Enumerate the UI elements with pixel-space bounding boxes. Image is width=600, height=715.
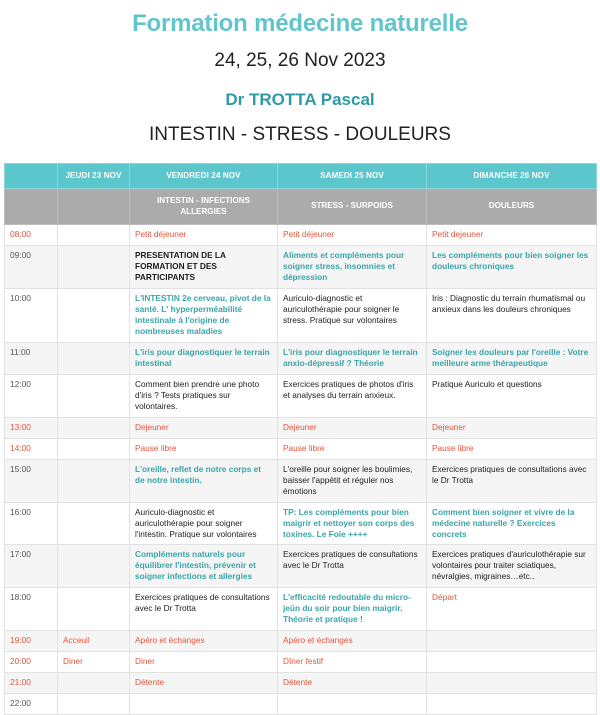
session-text: Petit déjeuner bbox=[283, 229, 335, 240]
session-cell-sunday[interactable] bbox=[427, 246, 597, 289]
topic-header-cell-saturday: STRESS - SURPOIDS bbox=[278, 189, 427, 225]
day-header-cell-saturday: SAMEDI 25 NOV bbox=[278, 164, 427, 189]
table-row bbox=[5, 673, 597, 694]
session-cell-sunday[interactable] bbox=[427, 694, 597, 715]
session-cell-friday[interactable] bbox=[130, 588, 278, 631]
schedule-table bbox=[4, 163, 597, 715]
poster-header bbox=[0, 0, 600, 146]
table-row bbox=[5, 631, 597, 652]
session-text: Acceuil bbox=[63, 635, 90, 646]
topic-header-row bbox=[5, 189, 597, 225]
presenter-name: Dr TROTTA Pascal bbox=[225, 90, 375, 110]
session-cell-saturday[interactable] bbox=[278, 438, 427, 459]
session-text: Dejeuner bbox=[135, 421, 169, 432]
session-cell-friday[interactable] bbox=[130, 673, 278, 694]
session-cell-saturday[interactable] bbox=[278, 342, 427, 374]
day-header-cell-thursday: JEUDI 23 NOV bbox=[58, 164, 130, 189]
table-row bbox=[5, 694, 597, 715]
day-header-cell-sunday: DIMANCHE 26 NOV bbox=[427, 164, 597, 189]
session-cell-sunday[interactable] bbox=[427, 438, 597, 459]
session-cell-thursday[interactable] bbox=[58, 545, 130, 588]
session-cell-thursday[interactable] bbox=[58, 225, 130, 246]
session-cell-sunday[interactable] bbox=[427, 342, 597, 374]
day-header-cell-0 bbox=[5, 164, 58, 189]
session-cell-sunday[interactable] bbox=[427, 588, 597, 631]
time-label: 18:00 bbox=[5, 588, 58, 631]
session-text: Pratique Auriculo et questions bbox=[432, 378, 542, 389]
session-cell-thursday[interactable] bbox=[58, 289, 130, 343]
topic-header-cell-sunday: DOULEURS bbox=[427, 189, 597, 225]
time-label: 16:00 bbox=[5, 502, 58, 545]
session-cell-sunday[interactable] bbox=[427, 652, 597, 673]
session-cell-thursday[interactable] bbox=[58, 673, 130, 694]
session-cell-saturday[interactable] bbox=[278, 246, 427, 289]
session-cell-saturday[interactable] bbox=[278, 673, 427, 694]
session-cell-friday[interactable] bbox=[130, 225, 278, 246]
session-text: Petit déjeuner bbox=[135, 229, 187, 240]
session-text: L'iris pour diagnostiquer le terrain intestinal bbox=[135, 346, 270, 368]
session-text: Diner bbox=[135, 656, 155, 667]
session-cell-sunday[interactable] bbox=[427, 502, 597, 545]
session-cell-thursday[interactable] bbox=[58, 502, 130, 545]
session-cell-sunday[interactable] bbox=[427, 459, 597, 502]
session-text: L'efficacité redoutable du micro-jeûn du soir pour bien maigrir. Théorie et pratique ! bbox=[283, 592, 411, 625]
session-cell-thursday[interactable] bbox=[58, 438, 130, 459]
session-text: L'INTESTIN 2e cerveau, pivot de la santé. L' hyperperméabilité intestinale à l'origine de nombreuses maladies bbox=[135, 293, 271, 337]
day-header-row bbox=[5, 164, 597, 189]
session-text: Pause libre bbox=[283, 442, 325, 453]
session-cell-thursday[interactable] bbox=[58, 246, 130, 289]
table-row bbox=[5, 246, 597, 289]
time-label: 19:00 bbox=[5, 631, 58, 652]
session-cell-saturday[interactable] bbox=[278, 631, 427, 652]
session-text: Pause libre bbox=[135, 442, 177, 453]
session-text: Départ bbox=[432, 592, 457, 603]
session-text: PRESENTATION DE LA FORMATION ET DES PARTICIPANTS bbox=[135, 250, 226, 283]
session-text: Exercices pratiques de photos d'iris et analyses du terrain anxieux. bbox=[283, 378, 414, 400]
page-title: Formation médecine naturelle bbox=[132, 10, 468, 37]
session-cell-thursday[interactable] bbox=[58, 588, 130, 631]
session-text: Diner bbox=[63, 656, 83, 667]
session-cell-saturday[interactable] bbox=[278, 289, 427, 343]
table-row bbox=[5, 342, 597, 374]
table-row bbox=[5, 438, 597, 459]
session-cell-thursday[interactable] bbox=[58, 459, 130, 502]
session-text: Aliments et compléments pour soigner stress, insomnies et dépression bbox=[283, 250, 405, 283]
topic-header-cell-0 bbox=[5, 189, 58, 225]
session-text: Auriculo-diagnostic et auriculothérapie pour soigner le stress. Pratique sur volontaires bbox=[283, 293, 400, 326]
session-text: Iris : Diagnostic du terrain rhumatismal ou anxieux dans les douleurs chroniques bbox=[432, 293, 586, 315]
session-text: L'iris pour diagnostiquer le terrain anxio-dépressif ? Théorie bbox=[283, 346, 418, 368]
session-cell-friday[interactable] bbox=[130, 374, 278, 417]
session-cell-saturday[interactable] bbox=[278, 588, 427, 631]
session-cell-sunday[interactable] bbox=[427, 289, 597, 343]
session-cell-thursday[interactable] bbox=[58, 374, 130, 417]
time-label: 11:00 bbox=[5, 342, 58, 374]
event-dates: 24, 25, 26 Nov 2023 bbox=[214, 50, 386, 72]
session-text: Détente bbox=[135, 677, 165, 688]
session-cell-friday[interactable] bbox=[130, 502, 278, 545]
time-label: 13:00 bbox=[5, 417, 58, 438]
session-cell-friday[interactable] bbox=[130, 652, 278, 673]
time-label: 22:00 bbox=[5, 694, 58, 715]
session-text: L'oreille pour soigner les boulimies, baisser l'appétit et réguler nos émotions bbox=[283, 463, 413, 496]
session-text: Soigner les douleurs par l'oreille : Votre meilleure arme thérapeutique bbox=[432, 346, 589, 368]
session-cell-saturday[interactable] bbox=[278, 545, 427, 588]
session-cell-saturday[interactable] bbox=[278, 502, 427, 545]
session-text: Exercices pratiques de consultations avec le Dr Trotta bbox=[135, 592, 270, 614]
time-label: 21:00 bbox=[5, 673, 58, 694]
session-cell-friday[interactable] bbox=[130, 694, 278, 715]
session-cell-sunday[interactable] bbox=[427, 225, 597, 246]
session-cell-thursday[interactable] bbox=[58, 652, 130, 673]
session-cell-friday[interactable] bbox=[130, 545, 278, 588]
table-row bbox=[5, 588, 597, 631]
time-label: 09:00 bbox=[5, 246, 58, 289]
session-text: Exercices pratiques de consultations avec le Dr Trotta bbox=[432, 463, 587, 485]
time-label: 08:00 bbox=[5, 225, 58, 246]
session-cell-saturday[interactable] bbox=[278, 225, 427, 246]
session-cell-friday[interactable] bbox=[130, 631, 278, 652]
time-label: 10:00 bbox=[5, 289, 58, 343]
topic-header-cell-thursday bbox=[58, 189, 130, 225]
time-label: 20:00 bbox=[5, 652, 58, 673]
session-cell-friday[interactable] bbox=[130, 459, 278, 502]
session-cell-saturday[interactable] bbox=[278, 374, 427, 417]
day-header-cell-friday: VENDREDI 24 NOV bbox=[130, 164, 278, 189]
session-cell-sunday[interactable] bbox=[427, 631, 597, 652]
session-cell-sunday[interactable] bbox=[427, 545, 597, 588]
table-row bbox=[5, 374, 597, 417]
session-cell-sunday[interactable] bbox=[427, 673, 597, 694]
topic-header-cell-friday: INTESTIN - INFECTIONS ALLERGIES bbox=[130, 189, 278, 225]
time-label: 17:00 bbox=[5, 545, 58, 588]
session-text: Dejeuner bbox=[283, 421, 317, 432]
session-cell-thursday[interactable] bbox=[58, 694, 130, 715]
table-row bbox=[5, 545, 597, 588]
session-text: Dîner festif bbox=[283, 656, 324, 667]
table-row bbox=[5, 652, 597, 673]
session-text: Apéro et échanges bbox=[135, 635, 205, 646]
session-cell-saturday[interactable] bbox=[278, 694, 427, 715]
table-row bbox=[5, 502, 597, 545]
time-label: 14:00 bbox=[5, 438, 58, 459]
schedule-table-body bbox=[5, 225, 597, 715]
session-cell-saturday[interactable] bbox=[278, 459, 427, 502]
session-cell-friday[interactable] bbox=[130, 417, 278, 438]
session-cell-saturday[interactable] bbox=[278, 652, 427, 673]
session-cell-saturday[interactable] bbox=[278, 417, 427, 438]
session-text: Compléments naturels pour équilibrer l'intestin, prévenir et soigner infections et allergies bbox=[135, 549, 256, 582]
session-text: TP: Les compléments pour bien maigrir et nettoyer son corps des toxines. Le Foie ++++ bbox=[283, 506, 415, 539]
table-row bbox=[5, 225, 597, 246]
session-cell-friday[interactable] bbox=[130, 246, 278, 289]
time-label: 15:00 bbox=[5, 459, 58, 502]
session-cell-sunday[interactable] bbox=[427, 374, 597, 417]
session-text: Pause libre bbox=[432, 442, 474, 453]
session-cell-thursday[interactable] bbox=[58, 417, 130, 438]
session-text: Comment bien prendre une photo d'iris ? Tests pratiques sur volontaires. bbox=[135, 378, 260, 411]
schedule-table-wrapper bbox=[0, 163, 600, 715]
table-row bbox=[5, 459, 597, 502]
session-cell-sunday[interactable] bbox=[427, 417, 597, 438]
session-text: Exercices pratiques de consultations avec le Dr Trotta bbox=[283, 549, 418, 571]
session-cell-thursday[interactable] bbox=[58, 631, 130, 652]
table-row bbox=[5, 289, 597, 343]
time-label: 12:00 bbox=[5, 374, 58, 417]
session-cell-friday[interactable] bbox=[130, 342, 278, 374]
schedule-table-head bbox=[5, 164, 597, 225]
session-text: Exercices pratiques d'auriculothérapie sur volontaires pour traiter sciatiques, névralgies, migraines…etc.. bbox=[432, 549, 586, 582]
session-text: Auriculo-diagnostic et auriculothérapie pour soigner l'intestin. Pratique sur volontaires bbox=[135, 506, 257, 539]
session-text: Détente bbox=[283, 677, 313, 688]
table-row bbox=[5, 417, 597, 438]
session-text: Petit dejeuner bbox=[432, 229, 484, 240]
event-theme: INTESTIN - STRESS - DOULEURS bbox=[149, 124, 451, 146]
session-text: Les compléments pour bien soigner les douleurs chroniques bbox=[432, 250, 589, 272]
session-text: L'oreille, reflet de notre corps et de notre intestin. bbox=[135, 463, 261, 485]
session-text: Apéro et échanges bbox=[283, 635, 353, 646]
session-text: Dejeuner bbox=[432, 421, 466, 432]
session-cell-friday[interactable] bbox=[130, 289, 278, 343]
session-text: Comment bien soigner et vivre de la médecine naturelle ? Exercices concrets bbox=[432, 506, 575, 539]
session-cell-friday[interactable] bbox=[130, 438, 278, 459]
session-cell-thursday[interactable] bbox=[58, 342, 130, 374]
